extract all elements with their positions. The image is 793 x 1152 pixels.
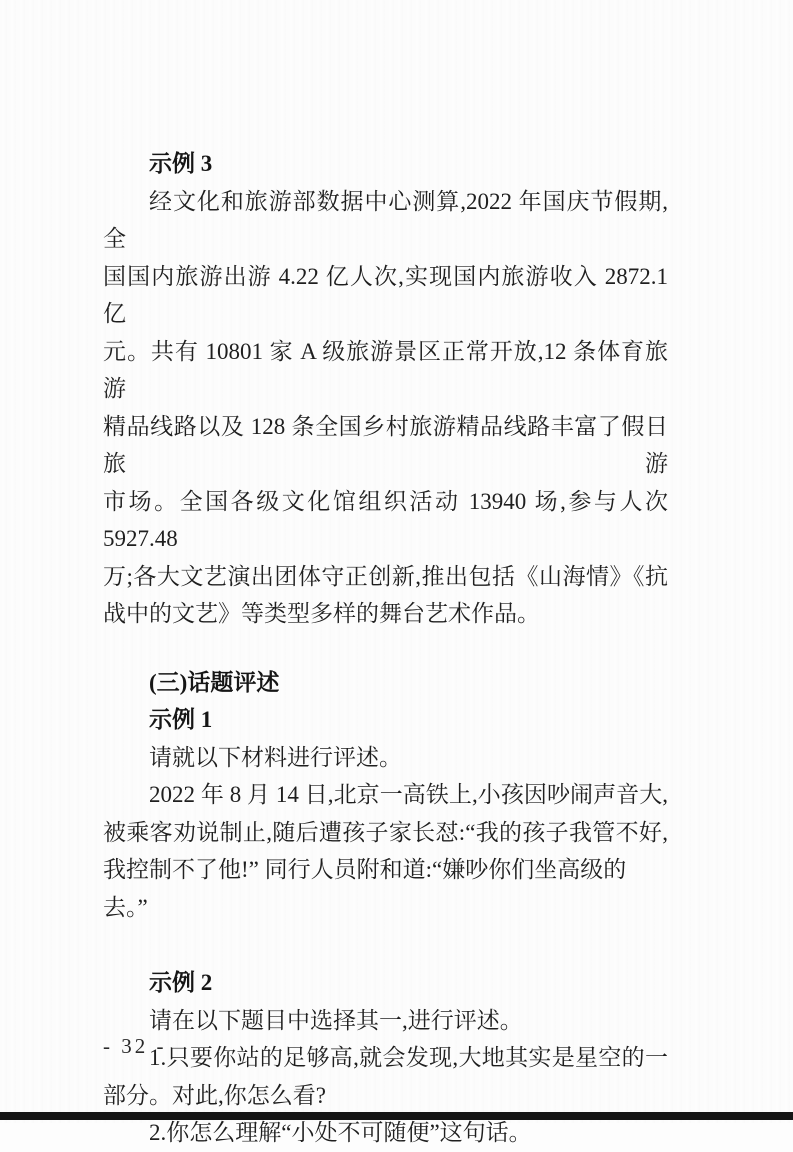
paragraph-line: 2022 年 8 月 14 日,北京一高铁上,小孩因吵闹声音大, (149, 782, 668, 807)
example-3-heading: 示例 3 (149, 151, 213, 176)
paragraph-line: 经文化和旅游部数据中心测算,2022 年国庆节假期,全 (103, 188, 668, 251)
section-three-heading: (三)话题评述 (149, 669, 280, 695)
paragraph-line: 战中的文艺》等类型多样的舞台艺术作品。 (103, 601, 540, 626)
scan-edge-band (0, 1112, 793, 1120)
paragraph-line: 我控制不了他!” 同行人员附和道:“嫌吵你们坐高级的去。” (103, 857, 627, 920)
example-3-paragraph (103, 183, 668, 633)
example-1-paragraph (103, 776, 668, 926)
example-2-intro: 请在以下题目中选择其一,进行评述。 (149, 1007, 523, 1033)
text-block (103, 145, 668, 1152)
paragraph-line: 国国内旅游出游 4.22 亿人次,实现国内旅游收入 2872.1 亿 (103, 263, 668, 326)
example-1-heading: 示例 1 (149, 707, 213, 732)
example-2-heading: 示例 2 (149, 970, 213, 995)
paragraph-line: 部分。对此,你怎么看? (103, 1082, 326, 1108)
paragraph-line: 万;各大文艺演出团体守正创新,推出包括《山海情》《抗 (103, 563, 668, 589)
paragraph-line: 市场。全国各级文化馆组织活动 13940 场,参与人次 5927.48 (103, 488, 668, 551)
paragraph-line: 被乘客劝说制止,随后遭孩子家长怼:“我的孩子我管不好, (103, 819, 668, 845)
paragraph-line: 精品线路以及 128 条全国乡村旅游精品线路丰富了假日旅游 (103, 413, 668, 476)
example-2-item-2: 2.你怎么理解“小处不可随便”这句话。 (149, 1120, 532, 1145)
page-number: - 32 - (103, 1034, 167, 1058)
example-1-intro: 请就以下材料进行评述。 (149, 744, 402, 770)
paragraph-line: 1.只要你站的足够高,就会发现,大地其实是星空的一 (149, 1045, 668, 1070)
example-2-item-1 (103, 1039, 668, 1114)
paragraph-line: 元。共有 10801 家 A 级旅游景区正常开放,12 条体育旅游 (103, 338, 668, 401)
